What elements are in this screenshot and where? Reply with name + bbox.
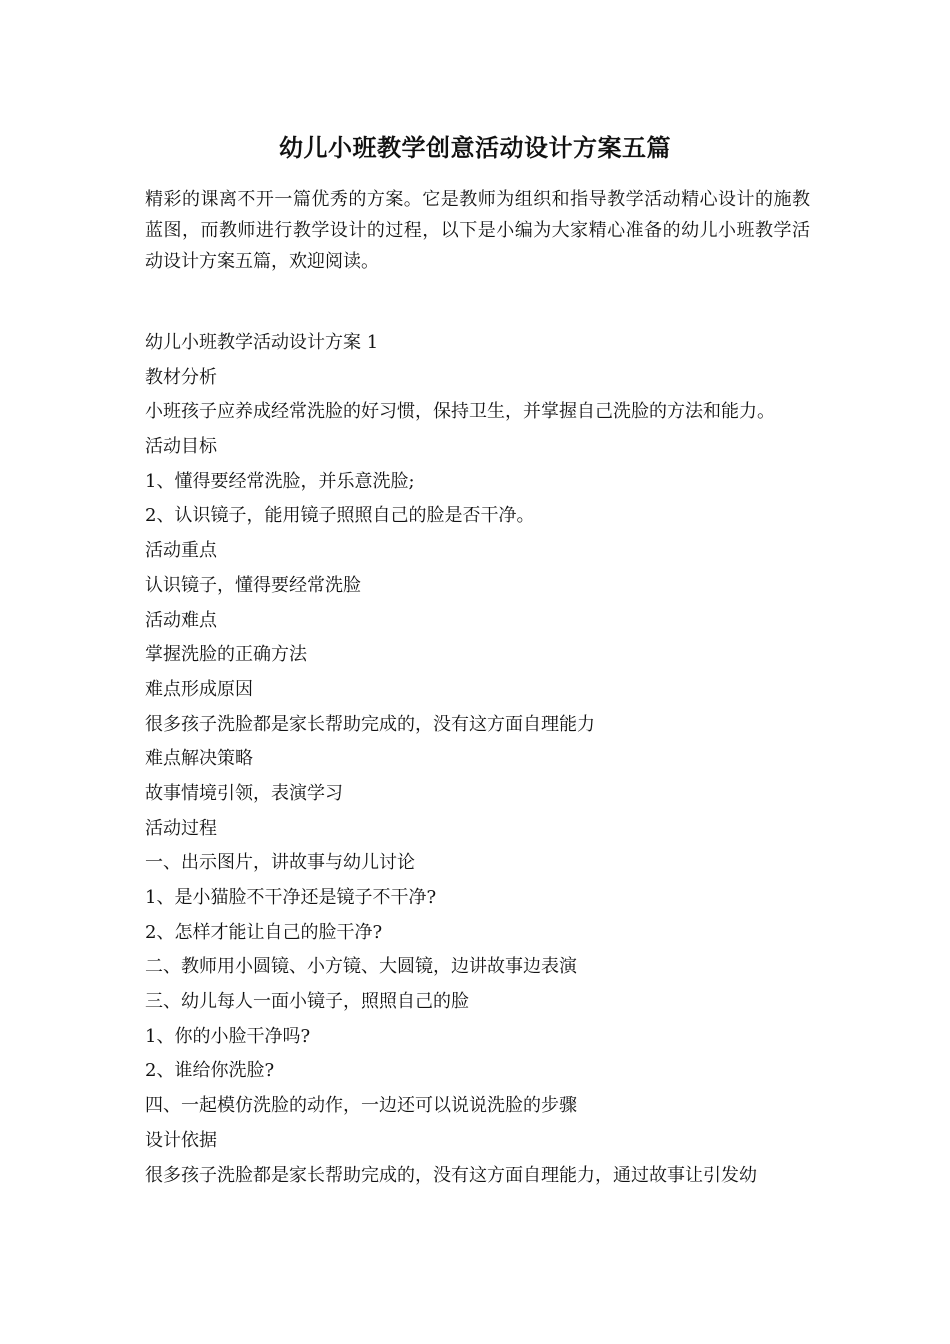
list-item: 三、幼儿每人一面小镜子，照照自己的脸 bbox=[145, 991, 469, 1013]
paragraph-line: 认识镜子，懂得要经常洗脸 bbox=[145, 574, 361, 596]
list-item: 1、你的小脸干净吗? bbox=[145, 1025, 311, 1047]
list-item: 一、出示图片，讲故事与幼儿讨论 bbox=[145, 852, 415, 874]
list-item: 2、认识镜子，能用镜子照照自己的脸是否干净。 bbox=[145, 505, 535, 527]
list-item: 1、是小猫脸不干净还是镜子不干净? bbox=[145, 887, 437, 908]
section-heading: 幼儿小班教学活动设计方案 1 bbox=[145, 332, 379, 353]
paragraph-line: 掌握洗脸的正确方法 bbox=[145, 644, 307, 666]
intro-paragraph: 精彩的课离不开一篇优秀的方案。它是教师为组织和指导教学活动精心设计的施教蓝图，而教师进行教学设计的过程，以下是小编为大家精心准备的幼儿小班教学活动设计方案五篇，欢迎阅读。 bbox=[145, 189, 810, 272]
subheading: 设计依据 bbox=[145, 1129, 217, 1151]
list-item: 1、懂得要经常洗脸，并乐意洗脸; bbox=[145, 470, 415, 492]
subheading: 活动难点 bbox=[145, 609, 217, 631]
subheading: 教材分析 bbox=[145, 366, 217, 388]
subheading: 活动过程 bbox=[145, 817, 217, 839]
paragraph-line: 很多孩子洗脸都是家长帮助完成的，没有这方面自理能力，通过故事让引发幼 bbox=[145, 1164, 757, 1186]
document-body bbox=[145, 326, 815, 1193]
document-title: 幼儿小班教学创意活动设计方案五篇 bbox=[279, 133, 671, 162]
subheading: 活动重点 bbox=[145, 540, 217, 562]
paragraph-line: 很多孩子洗脸都是家长帮助完成的，没有这方面自理能力 bbox=[145, 713, 595, 735]
paragraph-line: 小班孩子应养成经常洗脸的好习惯，保持卫生，并掌握自己洗脸的方法和能力。 bbox=[145, 401, 775, 423]
list-item: 四、一起模仿洗脸的动作，一边还可以说说洗脸的步骤 bbox=[145, 1095, 577, 1117]
subheading: 活动目标 bbox=[145, 436, 217, 458]
subheading: 难点形成原因 bbox=[145, 678, 253, 700]
list-item: 二、教师用小圆镜、小方镜、大圆镜，边讲故事边表演 bbox=[145, 956, 577, 978]
list-item: 2、怎样才能让自己的脸干净? bbox=[145, 921, 383, 943]
paragraph-line: 故事情境引领，表演学习 bbox=[145, 782, 343, 804]
list-item: 2、谁给你洗脸? bbox=[145, 1060, 275, 1082]
subheading: 难点解决策略 bbox=[145, 748, 253, 770]
